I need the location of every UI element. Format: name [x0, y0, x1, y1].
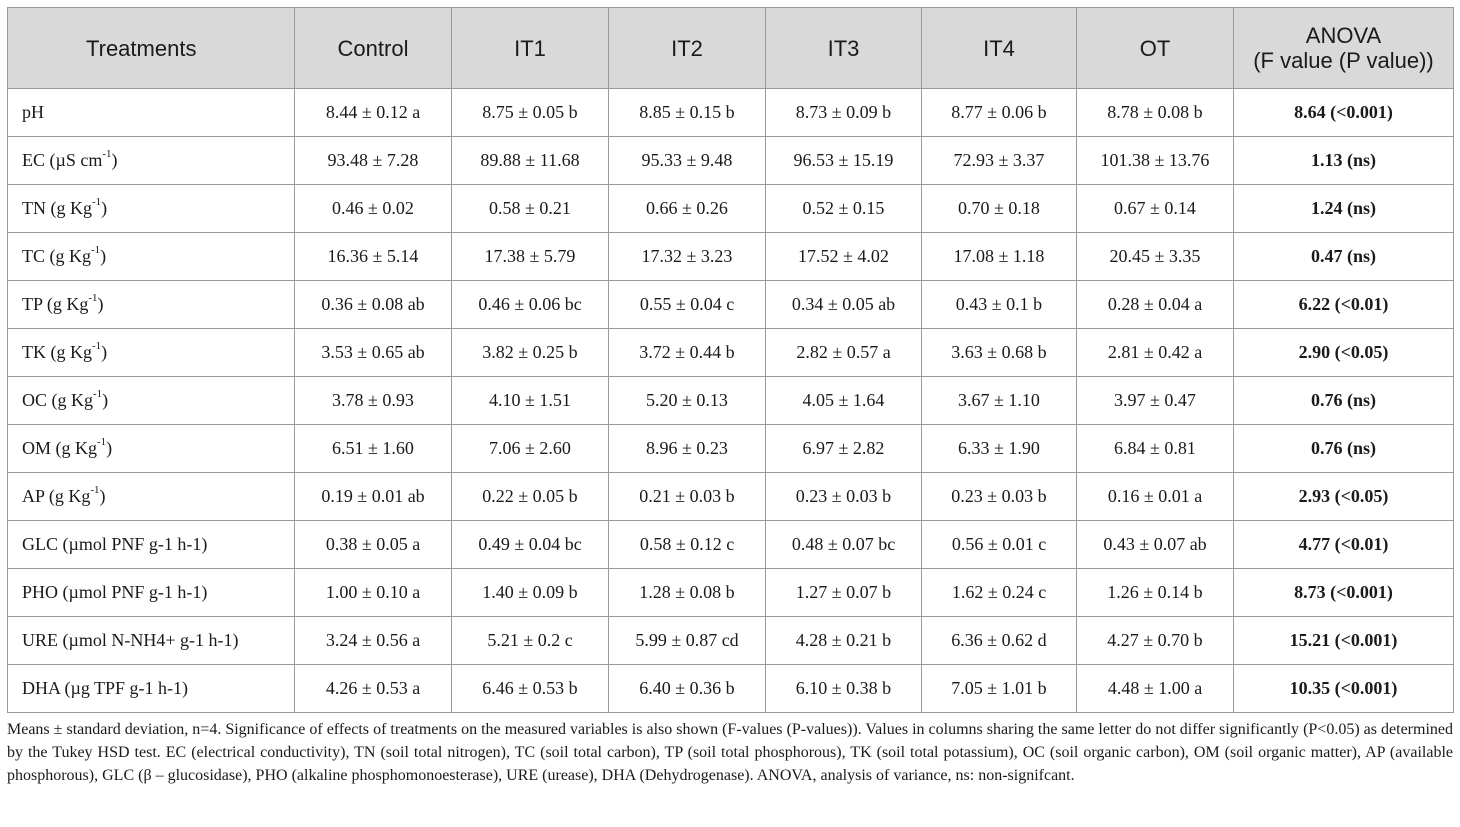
- cell-it2: 5.99 ± 0.87 cd: [609, 617, 766, 665]
- cell-it3: 0.34 ± 0.05 ab: [766, 281, 922, 329]
- row-label-text: EC (µS cm: [22, 150, 103, 170]
- row-label: [8, 281, 295, 329]
- cell-it1: 0.46 ± 0.06 bc: [452, 281, 609, 329]
- cell-anova: 2.90 (<0.05): [1234, 329, 1454, 377]
- unit-close: ): [99, 486, 106, 506]
- cell-it4: 0.70 ± 0.18: [922, 185, 1077, 233]
- cell-it2: 17.32 ± 3.23: [609, 233, 766, 281]
- cell-it1: 17.38 ± 5.79: [452, 233, 609, 281]
- cell-ot: 6.84 ± 0.81: [1077, 425, 1234, 473]
- header-ot: OT: [1077, 8, 1234, 89]
- cell-anova: 8.64 (<0.001): [1234, 89, 1454, 137]
- cell-it4: 0.43 ± 0.1 b: [922, 281, 1077, 329]
- cell-it4: 17.08 ± 1.18: [922, 233, 1077, 281]
- cell-control: 0.19 ± 0.01 ab: [295, 473, 452, 521]
- cell-it3: 2.82 ± 0.57 a: [766, 329, 922, 377]
- cell-it3: 96.53 ± 15.19: [766, 137, 922, 185]
- cell-it4: 3.63 ± 0.68 b: [922, 329, 1077, 377]
- cell-it4: 0.56 ± 0.01 c: [922, 521, 1077, 569]
- table-container: [7, 7, 1453, 713]
- cell-it3: 8.73 ± 0.09 b: [766, 89, 922, 137]
- cell-ot: 1.26 ± 0.14 b: [1077, 569, 1234, 617]
- cell-it3: 4.28 ± 0.21 b: [766, 617, 922, 665]
- cell-it4: 6.33 ± 1.90: [922, 425, 1077, 473]
- row-label: [8, 233, 295, 281]
- table-row: [8, 329, 1454, 377]
- cell-it2: 95.33 ± 9.48: [609, 137, 766, 185]
- unit-exponent: -1: [90, 484, 100, 496]
- row-label-text: pH: [22, 102, 44, 122]
- cell-ot: 20.45 ± 3.35: [1077, 233, 1234, 281]
- cell-control: 4.26 ± 0.53 a: [295, 665, 452, 713]
- cell-ot: 0.67 ± 0.14: [1077, 185, 1234, 233]
- table-row: [8, 569, 1454, 617]
- row-label: [8, 89, 295, 137]
- cell-ot: 4.27 ± 0.70 b: [1077, 617, 1234, 665]
- cell-ot: 101.38 ± 13.76: [1077, 137, 1234, 185]
- cell-anova: 6.22 (<0.01): [1234, 281, 1454, 329]
- cell-it1: 8.75 ± 0.05 b: [452, 89, 609, 137]
- cell-it1: 5.21 ± 0.2 c: [452, 617, 609, 665]
- table-row: [8, 185, 1454, 233]
- row-label: [8, 521, 295, 569]
- cell-ot: 8.78 ± 0.08 b: [1077, 89, 1234, 137]
- cell-it3: 6.10 ± 0.38 b: [766, 665, 922, 713]
- header-anova-line1: ANOVA: [1305, 23, 1382, 48]
- cell-it3: 6.97 ± 2.82: [766, 425, 922, 473]
- cell-it1: 0.49 ± 0.04 bc: [452, 521, 609, 569]
- table-row: [8, 665, 1454, 713]
- cell-control: 93.48 ± 7.28: [295, 137, 452, 185]
- unit-close: ): [97, 294, 104, 314]
- cell-it1: 6.46 ± 0.53 b: [452, 665, 609, 713]
- header-treatments: Treatments: [8, 8, 295, 89]
- table-row: [8, 137, 1454, 185]
- table-row: [8, 617, 1454, 665]
- row-label-text: DHA (µg TPF g-1 h-1): [22, 678, 189, 698]
- results-table: [7, 7, 1454, 713]
- header-it1: IT1: [452, 8, 609, 89]
- cell-anova: 4.77 (<0.01): [1234, 521, 1454, 569]
- cell-it2: 8.96 ± 0.23: [609, 425, 766, 473]
- cell-it2: 0.66 ± 0.26: [609, 185, 766, 233]
- cell-anova: 8.73 (<0.001): [1234, 569, 1454, 617]
- header-control: Control: [295, 8, 452, 89]
- cell-it2: 0.58 ± 0.12 c: [609, 521, 766, 569]
- row-label-text: TP (g Kg: [22, 294, 89, 314]
- cell-it3: 0.23 ± 0.03 b: [766, 473, 922, 521]
- cell-it2: 5.20 ± 0.13: [609, 377, 766, 425]
- cell-ot: 0.43 ± 0.07 ab: [1077, 521, 1234, 569]
- unit-exponent: -1: [91, 244, 101, 256]
- header-it4: IT4: [922, 8, 1077, 89]
- row-label-text: TN (g Kg: [22, 198, 92, 218]
- cell-it1: 4.10 ± 1.51: [452, 377, 609, 425]
- cell-anova: 0.47 (ns): [1234, 233, 1454, 281]
- cell-it2: 6.40 ± 0.36 b: [609, 665, 766, 713]
- cell-control: 3.53 ± 0.65 ab: [295, 329, 452, 377]
- cell-anova: 2.93 (<0.05): [1234, 473, 1454, 521]
- unit-close: ): [100, 246, 107, 266]
- cell-it2: 3.72 ± 0.44 b: [609, 329, 766, 377]
- cell-it4: 1.62 ± 0.24 c: [922, 569, 1077, 617]
- row-label-text: AP (g Kg: [22, 486, 91, 506]
- header-row: [8, 8, 1454, 89]
- cell-it2: 0.21 ± 0.03 b: [609, 473, 766, 521]
- row-label-text: PHO (µmol PNF g-1 h-1): [22, 582, 208, 602]
- row-label-text: OC (g Kg: [22, 390, 93, 410]
- table-footnote: Means ± standard deviation, n=4. Significance of effects of treatments on the measured variables is also shown (F-values (P-values)). Values in columns sharing the same letter do not differ significantly (P<0.05) as determined by the Tukey HSD test. EC (electrical conductivity), TN (soil total nitrogen), TC (soil total carbon), TP (soil total phosphorous), TK (soil total potassium), OC (soil organic carbon), OM (soil organic matter), AP (available phosphorous), GLC (β – glucosidase), PHO (alkaline phosphomonoesterase), URE (urease), DHA (Dehydrogenase). ANOVA, analysis of variance, ns: non-signifcant.: [7, 721, 1453, 784]
- unit-exponent: -1: [93, 388, 103, 400]
- header-anova: [1234, 8, 1454, 89]
- cell-ot: 0.28 ± 0.04 a: [1077, 281, 1234, 329]
- cell-control: 0.46 ± 0.02: [295, 185, 452, 233]
- cell-it4: 72.93 ± 3.37: [922, 137, 1077, 185]
- row-label-text: TC (g Kg: [22, 246, 91, 266]
- cell-anova: 0.76 (ns): [1234, 425, 1454, 473]
- cell-ot: 4.48 ± 1.00 a: [1077, 665, 1234, 713]
- cell-it4: 7.05 ± 1.01 b: [922, 665, 1077, 713]
- cell-ot: 2.81 ± 0.42 a: [1077, 329, 1234, 377]
- cell-control: 0.36 ± 0.08 ab: [295, 281, 452, 329]
- cell-control: 16.36 ± 5.14: [295, 233, 452, 281]
- row-label: [8, 665, 295, 713]
- table-row: [8, 89, 1454, 137]
- cell-it3: 17.52 ± 4.02: [766, 233, 922, 281]
- table-row: [8, 377, 1454, 425]
- cell-it3: 0.48 ± 0.07 bc: [766, 521, 922, 569]
- cell-it4: 8.77 ± 0.06 b: [922, 89, 1077, 137]
- cell-it1: 0.22 ± 0.05 b: [452, 473, 609, 521]
- unit-exponent: -1: [92, 340, 102, 352]
- row-label-text: TK (g Kg: [22, 342, 92, 362]
- table-body: [8, 89, 1454, 713]
- table-row: [8, 281, 1454, 329]
- row-label: [8, 329, 295, 377]
- cell-it4: 6.36 ± 0.62 d: [922, 617, 1077, 665]
- unit-exponent: -1: [97, 436, 107, 448]
- cell-anova: 15.21 (<0.001): [1234, 617, 1454, 665]
- cell-anova: 0.76 (ns): [1234, 377, 1454, 425]
- row-label: [8, 473, 295, 521]
- row-label: [8, 185, 295, 233]
- cell-it2: 0.55 ± 0.04 c: [609, 281, 766, 329]
- cell-it4: 3.67 ± 1.10: [922, 377, 1077, 425]
- unit-close: ): [102, 390, 109, 410]
- cell-it3: 0.52 ± 0.15: [766, 185, 922, 233]
- cell-anova: 1.13 (ns): [1234, 137, 1454, 185]
- cell-control: 1.00 ± 0.10 a: [295, 569, 452, 617]
- header-anova-line2: (F value (P value)): [1253, 48, 1434, 73]
- row-label-text: GLC (µmol PNF g-1 h-1): [22, 534, 208, 554]
- cell-control: 3.78 ± 0.93: [295, 377, 452, 425]
- cell-ot: 3.97 ± 0.47: [1077, 377, 1234, 425]
- row-label: [8, 617, 295, 665]
- table-row: [8, 521, 1454, 569]
- cell-control: 3.24 ± 0.56 a: [295, 617, 452, 665]
- unit-close: ): [106, 438, 113, 458]
- row-label: [8, 137, 295, 185]
- cell-it3: 4.05 ± 1.64: [766, 377, 922, 425]
- cell-it1: 7.06 ± 2.60: [452, 425, 609, 473]
- row-label: [8, 377, 295, 425]
- cell-anova: 1.24 (ns): [1234, 185, 1454, 233]
- row-label-text: OM (g Kg: [22, 438, 97, 458]
- header-it3: IT3: [766, 8, 922, 89]
- table-row: [8, 425, 1454, 473]
- cell-it1: 3.82 ± 0.25 b: [452, 329, 609, 377]
- table-row: [8, 233, 1454, 281]
- cell-control: 6.51 ± 1.60: [295, 425, 452, 473]
- cell-it1: 1.40 ± 0.09 b: [452, 569, 609, 617]
- row-label: [8, 425, 295, 473]
- header-it2: IT2: [609, 8, 766, 89]
- cell-it1: 0.58 ± 0.21: [452, 185, 609, 233]
- cell-it4: 0.23 ± 0.03 b: [922, 473, 1077, 521]
- cell-anova: 10.35 (<0.001): [1234, 665, 1454, 713]
- cell-ot: 0.16 ± 0.01 a: [1077, 473, 1234, 521]
- row-label-text: URE (µmol N-NH4+ g-1 h-1): [22, 630, 239, 650]
- table-row: [8, 473, 1454, 521]
- unit-exponent: -1: [92, 196, 102, 208]
- cell-control: 0.38 ± 0.05 a: [295, 521, 452, 569]
- cell-control: 8.44 ± 0.12 a: [295, 89, 452, 137]
- cell-it3: 1.27 ± 0.07 b: [766, 569, 922, 617]
- unit-close: ): [101, 198, 108, 218]
- row-label: [8, 569, 295, 617]
- cell-it2: 8.85 ± 0.15 b: [609, 89, 766, 137]
- unit-exponent: -1: [88, 292, 98, 304]
- cell-it2: 1.28 ± 0.08 b: [609, 569, 766, 617]
- unit-exponent: -1: [102, 148, 112, 160]
- unit-close: ): [111, 150, 118, 170]
- unit-close: ): [101, 342, 108, 362]
- cell-it1: 89.88 ± 11.68: [452, 137, 609, 185]
